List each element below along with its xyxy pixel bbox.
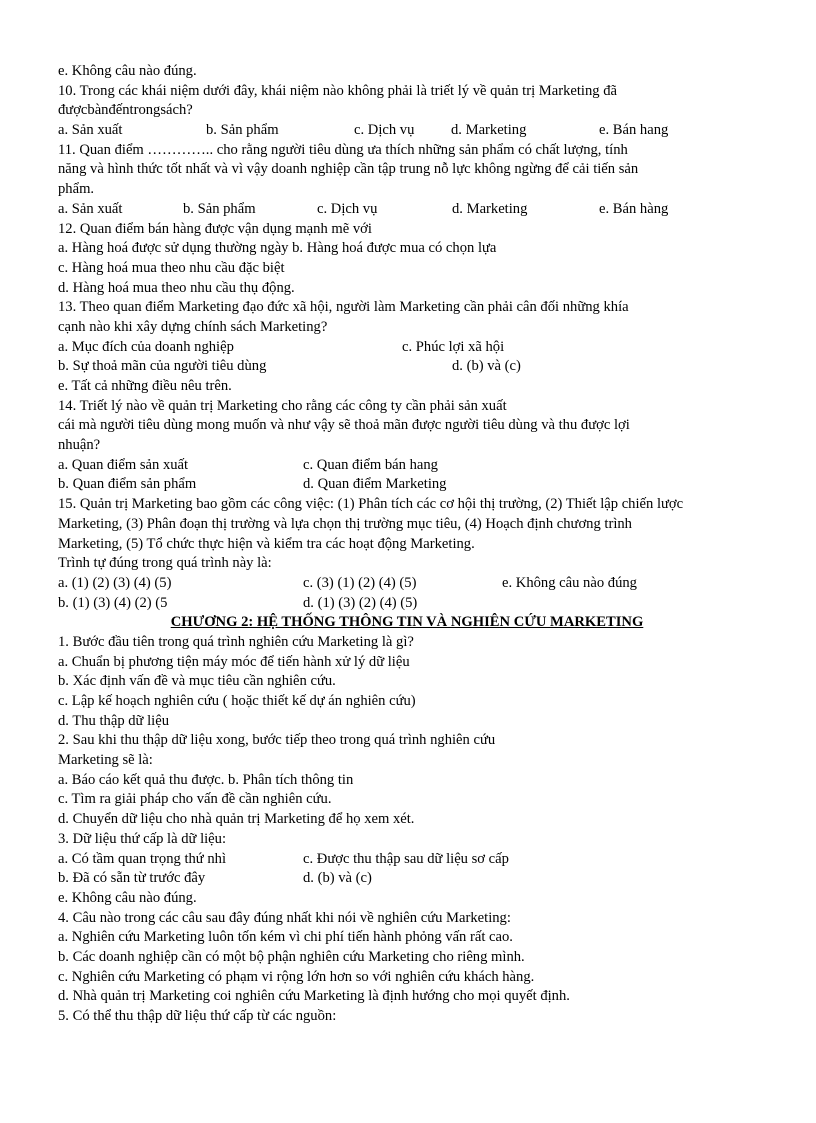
- q9-option-e: e. Không câu nào đúng.: [58, 63, 197, 79]
- q12-options-ab: a. Hàng hoá được sử dụng thường ngày b. Hàng hoá được mua có chọn lựa: [58, 240, 497, 257]
- c2-q2-text-line1: 2. Sau khi thu thập dữ liệu xong, bước tiếp theo trong quá trình nghiên cứu: [58, 732, 496, 749]
- q11-option-c: c. Dịch vụ: [317, 200, 378, 217]
- c2-q3-option-c: c. Được thu thập sau dữ liệu sơ cấp: [303, 850, 509, 867]
- q11-option-d: d. Marketing: [452, 200, 528, 217]
- c2-q3-option-d: d. (b) và (c): [303, 870, 372, 887]
- q11-options: [58, 200, 756, 220]
- c2-q4-text: 4. Câu nào trong các câu sau đây đúng nhất khi nói về nghiên cứu Marketing:: [58, 909, 511, 926]
- q14-options-bd: [58, 475, 756, 495]
- q14-option-d: d. Quan điểm Marketing: [303, 476, 447, 493]
- q13-option-e: e. Tất cả những điều nêu trên.: [58, 378, 232, 394]
- q11-option-b: b. Sản phẩm: [183, 200, 256, 217]
- c2-q3-option-a: a. Có tầm quan trọng thứ nhì: [58, 850, 227, 867]
- q13-text-line1: 13. Theo quan điểm Marketing đạo đức xã hội, người làm Marketing cần phải cân đối những khía: [58, 299, 629, 316]
- q10-option-e: e. Bán hang: [599, 122, 669, 139]
- c2-q3-options-ac: [58, 850, 756, 870]
- c2-q2-option-c: c. Tìm ra giải pháp cho vấn đề cần nghiên cứu.: [58, 791, 332, 808]
- q10-option-c: c. Dịch vụ: [354, 122, 415, 139]
- q10-text-line2: đượcbànđếntrongsách?: [58, 102, 193, 119]
- q15-option-b: b. (1) (3) (4) (2) (5: [58, 594, 168, 611]
- q15-option-d: d. (1) (3) (2) (4) (5): [303, 594, 418, 611]
- q13-options-ac: [58, 338, 756, 358]
- q15-option-a: a. (1) (2) (3) (4) (5): [58, 574, 172, 591]
- q15-text-line4: Trình tự đúng trong quá trình này là:: [58, 555, 272, 572]
- c2-q4-option-d: d. Nhà quản trị Marketing coi nghiên cứu Marketing là định hướng cho mọi quyết định.: [58, 988, 570, 1005]
- q12-text-line1: 12. Quan điểm bán hàng được vận dụng mạnh mẽ với: [58, 220, 372, 237]
- q15-text-line1: 15. Quản trị Marketing bao gồm các công việc: (1) Phân tích các cơ hội thị trường, (2) Thiết lập chiến lược: [58, 496, 684, 513]
- q13-option-a: a. Mục đích của doanh nghiệp: [58, 338, 234, 355]
- q14-text-line2: cái mà người tiêu dùng mong muốn và như vậy sẽ thoả mãn được người tiêu dùng và thu được lợi: [58, 417, 630, 434]
- c2-q1-option-d: d. Thu thập dữ liệu: [58, 712, 169, 729]
- q12-option-c: c. Hàng hoá mua theo nhu cầu đặc biệt: [58, 259, 285, 276]
- q14-options-ac: [58, 456, 756, 476]
- q10-options: [58, 121, 756, 141]
- q14-option-a: a. Quan điểm sản xuất: [58, 456, 189, 473]
- c2-q2-option-d: d. Chuyển dữ liệu cho nhà quản trị Marketing để họ xem xét.: [58, 811, 415, 828]
- chapter-heading: CHƯƠNG 2: HỆ THỐNG THÔNG TIN VÀ NGHIÊN CỨU MARKETING: [170, 614, 644, 631]
- q15-option-e: e. Không câu nào đúng: [502, 574, 637, 591]
- c2-q1-option-a: a. Chuẩn bị phương tiện máy móc để tiến hành xử lý dữ liệu: [58, 653, 410, 670]
- c2-q4-option-a: a. Nghiên cứu Marketing luôn tốn kém vì chi phí tiến hành phỏng vấn rất cao.: [58, 929, 513, 946]
- q10-option-b: b. Sản phẩm: [206, 122, 279, 139]
- q10-text-line1: 10. Trong các khái niệm dưới đây, khái niệm nào không phải là triết lý về quản trị Marketing đã: [58, 82, 617, 99]
- q15-options-ace: [58, 574, 756, 594]
- c2-q3-option-b: b. Đã có sẵn từ trước đây: [58, 870, 206, 887]
- q14-option-b: b. Quan điểm sản phẩm: [58, 476, 197, 493]
- q15-option-c: c. (3) (1) (2) (4) (5): [303, 574, 417, 591]
- q11-text-line2: năng và hình thức tốt nhất và vì vậy doanh nghiệp cần tập trung nỗ lực không ngừng để cải tiến sản: [58, 161, 639, 178]
- c2-q2-text-line2: Marketing sẽ là:: [58, 752, 153, 769]
- q11-text-line3: phẩm.: [58, 181, 95, 198]
- q13-option-d: d. (b) và (c): [452, 358, 521, 375]
- q15-text-line2: Marketing, (3) Phân đoạn thị trường và lựa chọn thị trường mục tiêu, (4) Hoạch định chương trình: [58, 515, 632, 532]
- c2-q2-options-ab: a. Báo cáo kết quả thu được. b. Phân tích thông tin: [58, 771, 354, 788]
- q13-options-bd: [58, 357, 756, 377]
- q10-option-d: d. Marketing: [451, 122, 527, 139]
- c2-q3-option-e: e. Không câu nào đúng.: [58, 889, 197, 906]
- c2-q4-option-b: b. Các doanh nghiệp cần có một bộ phận nghiên cứu Marketing cho riêng mình.: [58, 948, 525, 965]
- q13-option-b: b. Sự thoả mãn của người tiêu dùng: [58, 358, 267, 375]
- q14-option-c: c. Quan điểm bán hang: [303, 456, 438, 473]
- q11-option-a: a. Sản xuất: [58, 200, 123, 217]
- c2-q1-text: 1. Bước đầu tiên trong quá trình nghiên cứu Marketing là gì?: [58, 633, 414, 650]
- c2-q3-text: 3. Dữ liệu thứ cấp là dữ liệu:: [58, 830, 227, 847]
- q12-option-d: d. Hàng hoá mua theo nhu cầu thụ động.: [58, 279, 295, 296]
- q15-options-bd: [58, 594, 756, 614]
- c2-q1-option-b: b. Xác định vấn đề và mục tiêu cần nghiên cứu.: [58, 673, 336, 690]
- q13-option-c: c. Phúc lợi xã hội: [402, 338, 505, 355]
- q13-text-line2: cạnh nào khi xây dựng chính sách Marketing?: [58, 318, 328, 335]
- c2-q4-option-c: c. Nghiên cứu Marketing có phạm vi rộng lớn hơn so với nghiên cứu khách hàng.: [58, 968, 535, 985]
- c2-q5-text: 5. Có thể thu thập dữ liệu thứ cấp từ các nguồn:: [58, 1008, 337, 1024]
- q14-text-line3: nhuận?: [58, 437, 101, 454]
- q15-text-line3: Marketing, (5) Tổ chức thực hiện và kiểm tra các hoạt động Marketing.: [58, 535, 475, 552]
- q14-text-line1: 14. Triết lý nào về quản trị Marketing cho rằng các công ty cần phải sản xuất: [58, 397, 507, 414]
- q11-option-e: e. Bán hàng: [599, 200, 669, 217]
- q10-option-a: a. Sản xuất: [58, 122, 123, 139]
- q11-text-line1: 11. Quan điểm ………….. cho rằng người tiêu dùng ưa thích những sản phẩm có chất lượng, tính: [58, 141, 628, 158]
- c2-q3-options-bd: [58, 869, 756, 889]
- c2-q1-option-c: c. Lập kế hoạch nghiên cứu ( hoặc thiết kế dự án nghiên cứu): [58, 693, 416, 709]
